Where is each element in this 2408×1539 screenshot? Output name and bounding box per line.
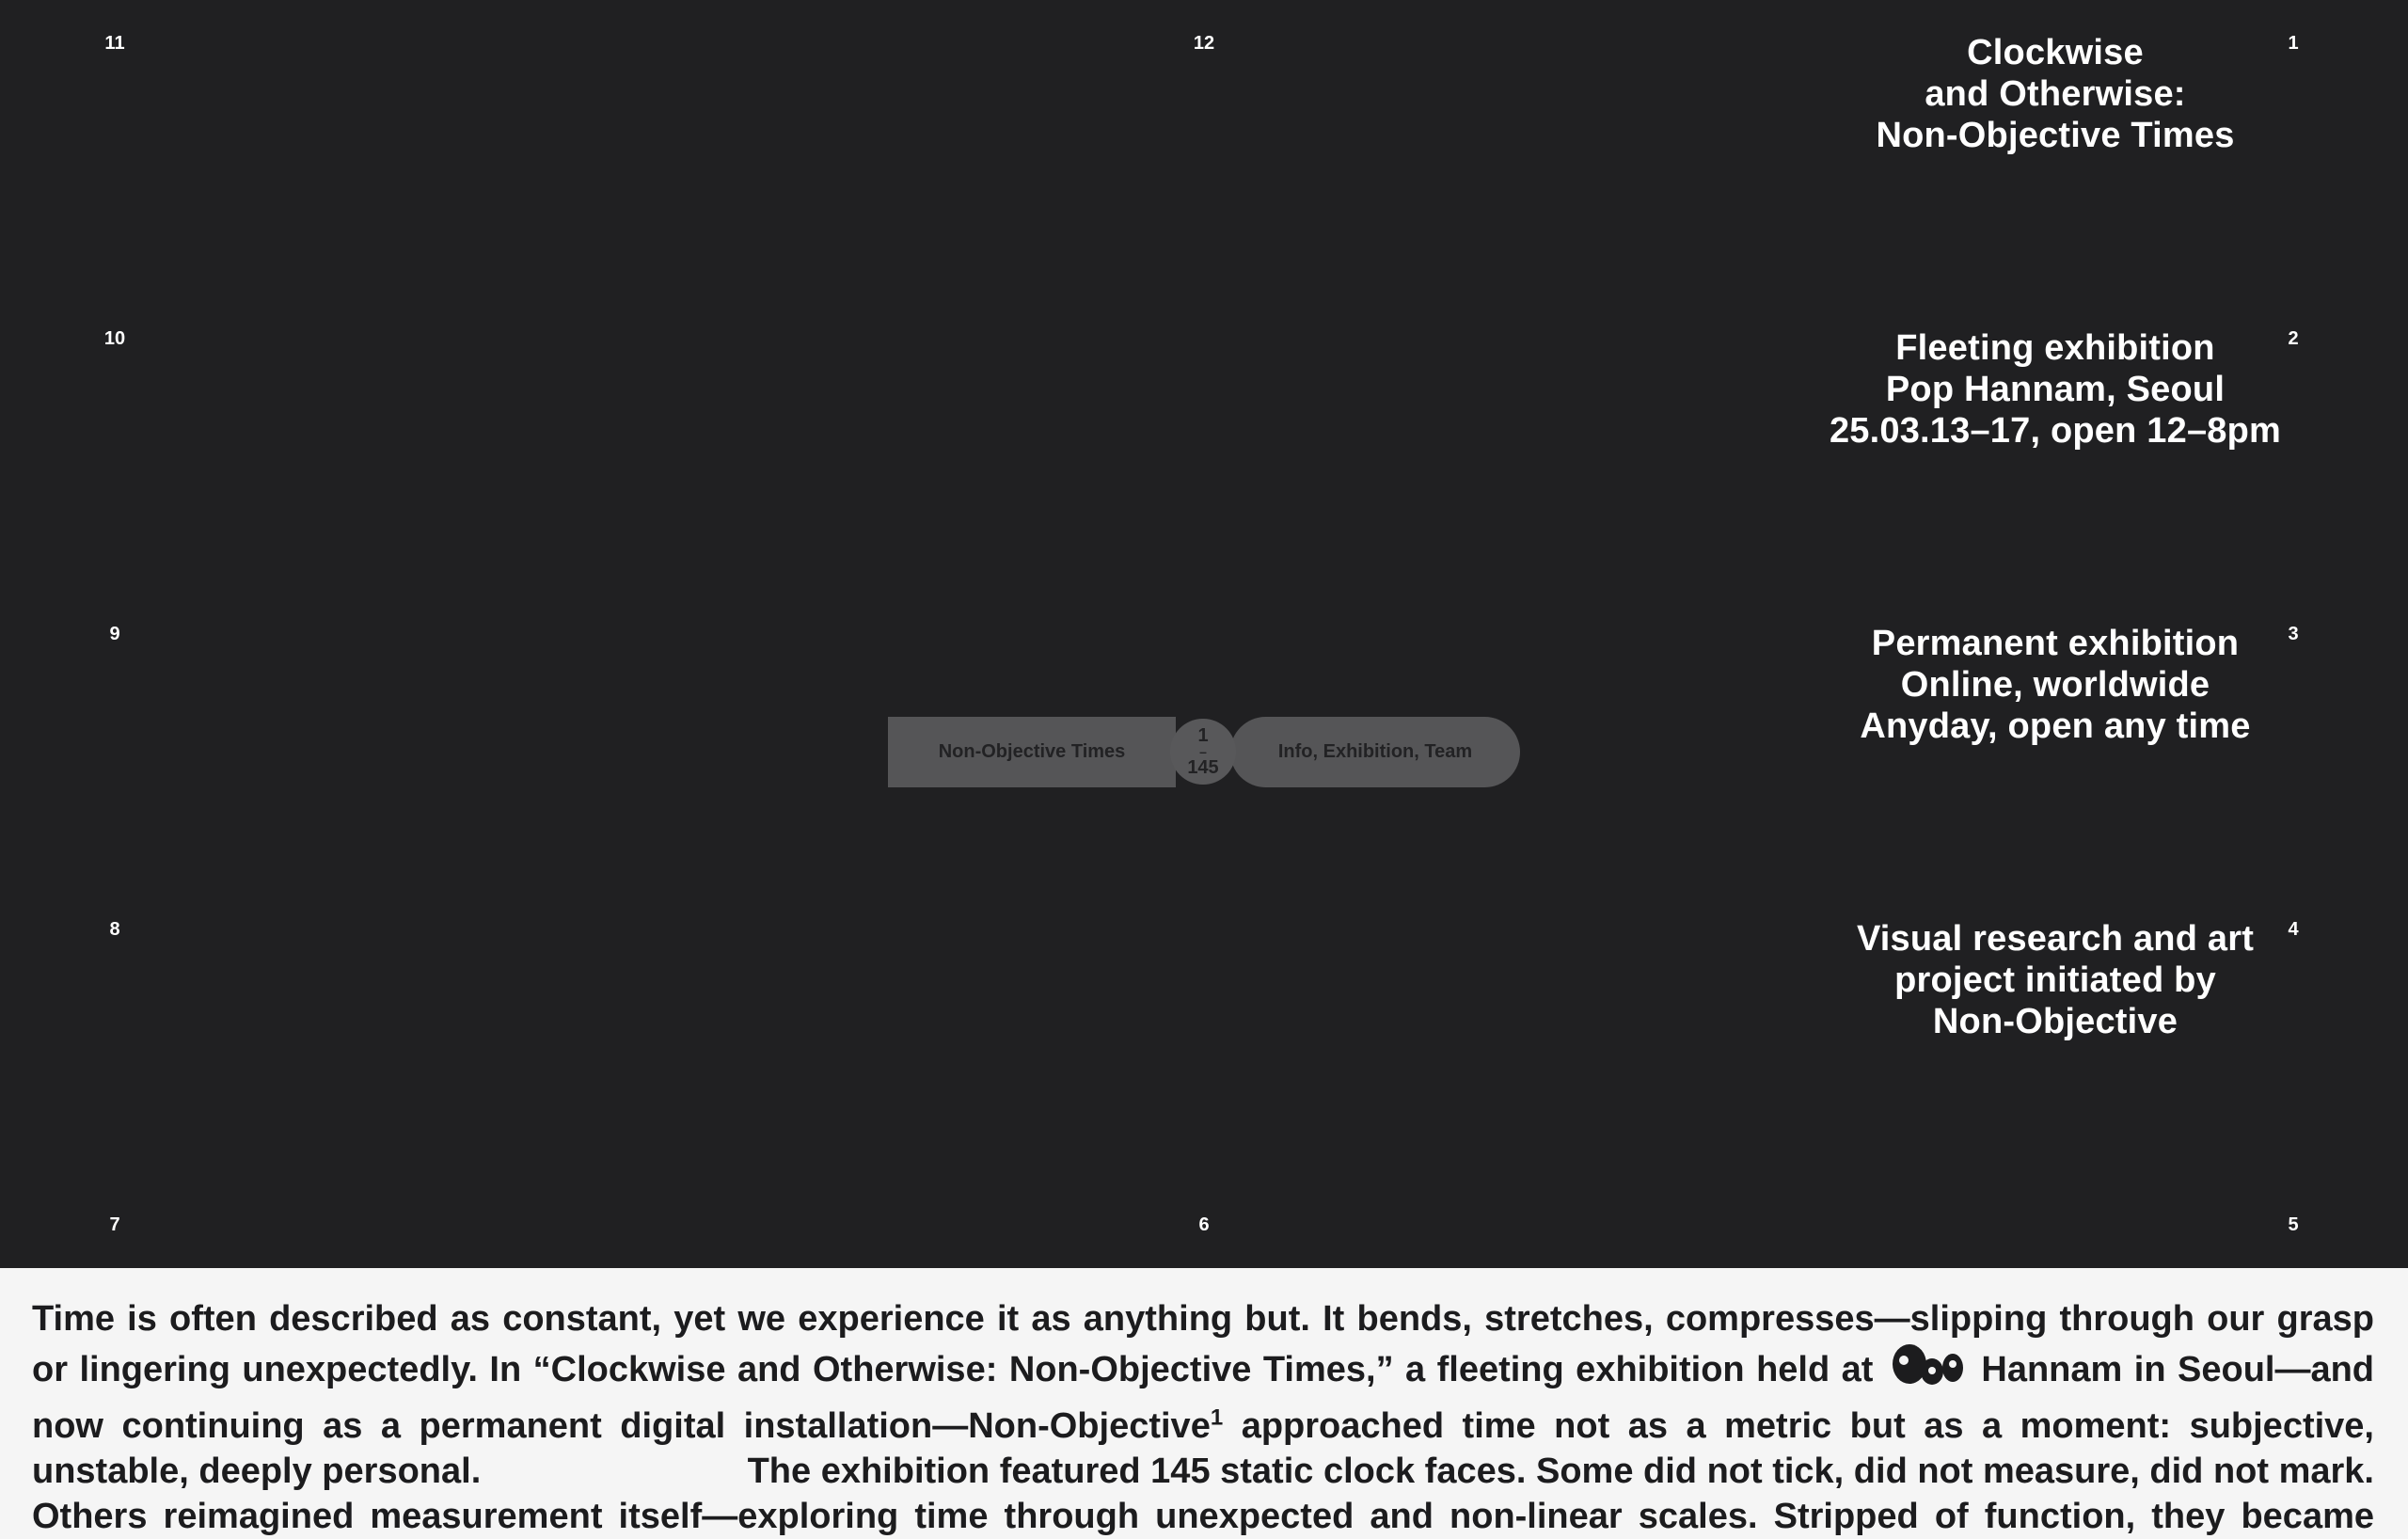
essay-line-2-end: Hannam in Seoul—and bbox=[1981, 1350, 2375, 1389]
project-about-info bbox=[1792, 918, 2319, 1042]
essay-line-4 bbox=[32, 1449, 2374, 1494]
permanent-exhibition-info bbox=[1792, 623, 2319, 747]
fleeting-line-2: Pop Hannam, Seoul bbox=[1885, 370, 2226, 409]
hour-label-8: 8 bbox=[109, 919, 120, 940]
essay-line-4-end: The exhibition featured 145 static clock faces. Some did not tick, did not measure, did not mark. bbox=[747, 1452, 2374, 1491]
exhibition-title bbox=[1792, 32, 2319, 156]
pop-logo-icon bbox=[1891, 1341, 1964, 1404]
hour-label-2: 2 bbox=[2288, 328, 2299, 349]
nav-menu-button[interactable]: Info, Exhibition, Team bbox=[1230, 717, 1520, 787]
essay-line-2-start: or lingering unexpectedly. In “Clockwise and Otherwise: Non-Objective Times,” a fleeting exhibition held at bbox=[32, 1350, 1874, 1389]
hour-label-11: 11 bbox=[104, 33, 125, 54]
navigation-pill bbox=[888, 717, 1520, 787]
title-line-2: and Otherwise: bbox=[1925, 74, 2186, 114]
essay-line-3-start: now continuing as a permanent digital installation—Non-Objective bbox=[32, 1406, 1211, 1446]
title-line-3: Non-Objective Times bbox=[1876, 116, 2235, 155]
fleeting-line-3: 25.03.13–17, open 12–8pm bbox=[1829, 411, 2282, 451]
permanent-line-2: Online, worldwide bbox=[1900, 665, 2210, 705]
about-line-2: project initiated by bbox=[1894, 960, 2216, 1000]
about-line-3: Non-Objective bbox=[1932, 1002, 2178, 1041]
clock-counter[interactable] bbox=[1170, 719, 1236, 785]
essay-line-3-end: approached time not as a metric but as a moment: subjective, bbox=[1241, 1406, 2374, 1446]
counter-total: 145 bbox=[1187, 757, 1219, 778]
fleeting-exhibition-info bbox=[1792, 327, 2319, 452]
hour-label-9: 9 bbox=[109, 624, 120, 644]
nav-title-button[interactable]: Non-Objective Times bbox=[888, 717, 1176, 787]
essay-line-4-start: unstable, deeply personal. bbox=[32, 1452, 482, 1491]
hour-label-6: 6 bbox=[1198, 1214, 1210, 1235]
essay-line-5: Others reimagined measurement itself—exploring time through unexpected and non-linear scales. Stripped of function, they became bbox=[32, 1497, 2374, 1536]
counter-separator: – bbox=[1199, 744, 1207, 759]
fleeting-line-1: Fleeting exhibition bbox=[1895, 328, 2215, 368]
essay-line-2 bbox=[32, 1341, 2374, 1404]
hour-label-7: 7 bbox=[109, 1214, 120, 1235]
hour-label-4: 4 bbox=[2288, 919, 2299, 940]
counter-current: 1 bbox=[1197, 725, 1209, 746]
footnote-marker-1[interactable]: 1 bbox=[1210, 1404, 1224, 1431]
permanent-line-3: Anyday, open any time bbox=[1860, 706, 2251, 746]
hour-label-12: 12 bbox=[1193, 33, 1215, 54]
essay-text bbox=[32, 1296, 2374, 1539]
hour-label-1: 1 bbox=[2288, 33, 2299, 54]
essay-line-1: Time is often described as constant, yet we experience it as anything but. It bends, stretches, compresses—slipping through our grasp bbox=[32, 1299, 2374, 1339]
essay-line-3 bbox=[32, 1404, 2374, 1449]
permanent-line-1: Permanent exhibition bbox=[1871, 624, 2240, 663]
hour-label-10: 10 bbox=[103, 328, 126, 349]
hour-label-3: 3 bbox=[2288, 624, 2299, 644]
about-line-1: Visual research and art bbox=[1856, 919, 2255, 959]
hour-label-5: 5 bbox=[2288, 1214, 2299, 1235]
title-line-1: Clockwise bbox=[1967, 33, 2144, 72]
